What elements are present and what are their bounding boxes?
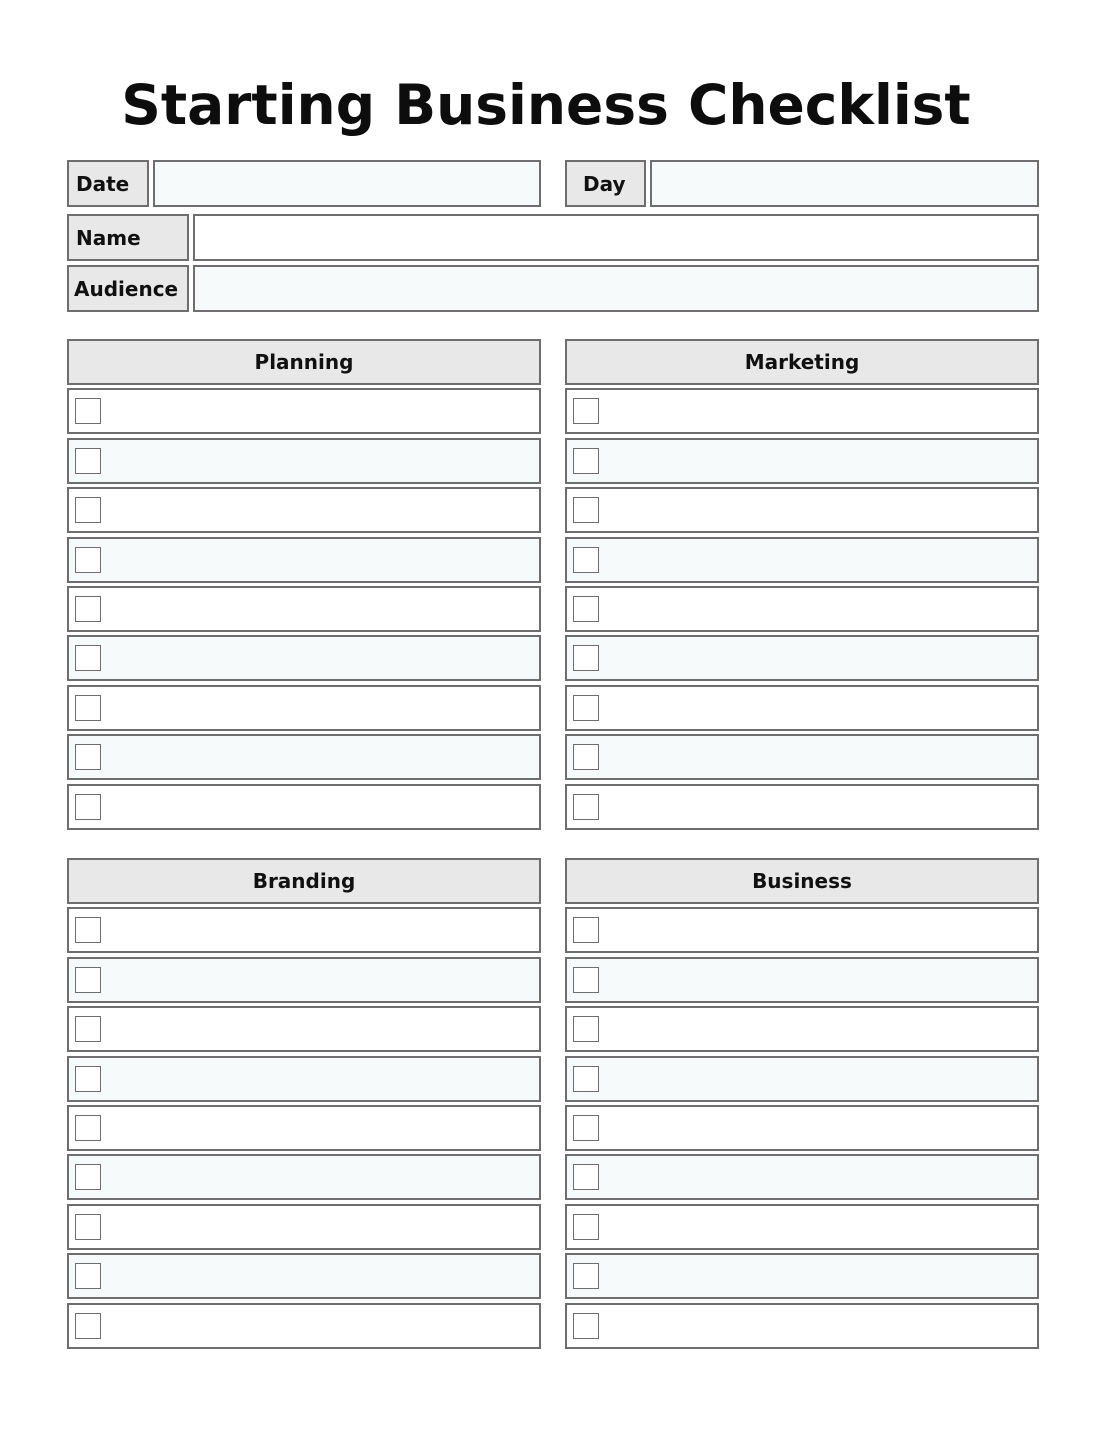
- checkbox[interactable]: [573, 794, 599, 820]
- checklist-row: [67, 907, 541, 953]
- date-field[interactable]: [153, 160, 541, 207]
- checkbox[interactable]: [573, 1066, 599, 1092]
- checkbox[interactable]: [75, 1164, 101, 1190]
- page-title: Starting Business Checklist: [121, 73, 971, 137]
- checkbox[interactable]: [573, 917, 599, 943]
- checklist-item-input[interactable]: [607, 1210, 1029, 1244]
- checklist-row: [565, 1154, 1039, 1200]
- checklist-item-input[interactable]: [607, 963, 1029, 997]
- checklist-row: [565, 1105, 1039, 1151]
- checkbox[interactable]: [573, 695, 599, 721]
- audience-input[interactable]: [195, 267, 1037, 310]
- checklist-row: [565, 537, 1039, 583]
- checkbox[interactable]: [573, 547, 599, 573]
- checkbox[interactable]: [75, 1313, 101, 1339]
- checklist-item-input[interactable]: [607, 493, 1029, 527]
- checklist-item-input[interactable]: [109, 641, 531, 675]
- date-input[interactable]: [155, 162, 539, 205]
- checklist-item-input[interactable]: [607, 641, 1029, 675]
- checkbox[interactable]: [573, 1214, 599, 1240]
- section-business: [565, 858, 1039, 1349]
- checklist-row: [565, 1204, 1039, 1250]
- checkbox[interactable]: [75, 497, 101, 523]
- day-label: Day: [565, 160, 646, 207]
- name-label: Name: [67, 214, 189, 261]
- checklist-row: [565, 487, 1039, 533]
- checklist-item-input[interactable]: [109, 493, 531, 527]
- checklist-item-input[interactable]: [607, 913, 1029, 947]
- checkbox[interactable]: [75, 917, 101, 943]
- checkbox[interactable]: [573, 1313, 599, 1339]
- checklist-item-input[interactable]: [607, 1062, 1029, 1096]
- checklist-item-input[interactable]: [607, 1160, 1029, 1194]
- checkbox[interactable]: [573, 398, 599, 424]
- checklist-row: [565, 388, 1039, 434]
- checklist-row: [67, 1204, 541, 1250]
- checklist-row: [67, 1105, 541, 1151]
- checklist-item-input[interactable]: [109, 1062, 531, 1096]
- checklist-item-input[interactable]: [607, 691, 1029, 725]
- checklist-item-input[interactable]: [109, 394, 531, 428]
- checkbox[interactable]: [573, 497, 599, 523]
- checkbox[interactable]: [573, 1115, 599, 1141]
- checklist-row: [565, 586, 1039, 632]
- checklist-row: [67, 1303, 541, 1349]
- checkbox[interactable]: [573, 1016, 599, 1042]
- checklist-item-input[interactable]: [109, 740, 531, 774]
- checklist-item-input[interactable]: [109, 592, 531, 626]
- checklist-item-input[interactable]: [607, 394, 1029, 428]
- checklist-row: [565, 957, 1039, 1003]
- checkbox[interactable]: [573, 645, 599, 671]
- section-header: Branding: [67, 858, 541, 904]
- checkbox[interactable]: [573, 596, 599, 622]
- checkbox[interactable]: [75, 596, 101, 622]
- checkbox[interactable]: [75, 1016, 101, 1042]
- checkbox[interactable]: [573, 1263, 599, 1289]
- section-header: Business: [565, 858, 1039, 904]
- checklist-item-input[interactable]: [109, 691, 531, 725]
- checklist-row: [67, 734, 541, 780]
- checkbox[interactable]: [75, 547, 101, 573]
- checklist-item-input[interactable]: [607, 1309, 1029, 1343]
- checkbox[interactable]: [75, 794, 101, 820]
- checklist-row: [67, 1006, 541, 1052]
- checkbox[interactable]: [75, 1066, 101, 1092]
- name-field[interactable]: [193, 214, 1039, 261]
- checklist-row: [565, 1303, 1039, 1349]
- checkbox[interactable]: [75, 695, 101, 721]
- checklist-item-input[interactable]: [607, 740, 1029, 774]
- checklist-item-input[interactable]: [109, 963, 531, 997]
- checkbox[interactable]: [75, 1214, 101, 1240]
- checklist-item-input[interactable]: [607, 790, 1029, 824]
- day-input[interactable]: [652, 162, 1037, 205]
- checkbox[interactable]: [75, 1263, 101, 1289]
- checklist-row: [565, 1006, 1039, 1052]
- checklist-row: [565, 635, 1039, 681]
- checklist-item-input[interactable]: [109, 543, 531, 577]
- checkbox[interactable]: [75, 645, 101, 671]
- checklist-item-input[interactable]: [109, 1012, 531, 1046]
- checklist-item-input[interactable]: [607, 1111, 1029, 1145]
- checklist-row: [67, 784, 541, 830]
- checklist-row: [67, 438, 541, 484]
- checklist-row: [67, 586, 541, 632]
- date-label: Date: [67, 160, 149, 207]
- checklist-row: [565, 1253, 1039, 1299]
- checklist-row: [67, 1154, 541, 1200]
- checkbox[interactable]: [573, 967, 599, 993]
- audience-label: Audience: [67, 265, 189, 312]
- checklist-row: [67, 957, 541, 1003]
- checkbox[interactable]: [573, 1164, 599, 1190]
- checklist-row: [565, 1056, 1039, 1102]
- checklist-item-input[interactable]: [109, 1160, 531, 1194]
- checkbox[interactable]: [573, 448, 599, 474]
- checklist-row: [67, 487, 541, 533]
- checklist-row: [565, 907, 1039, 953]
- checklist-item-input[interactable]: [109, 444, 531, 478]
- checklist-row: [67, 1253, 541, 1299]
- checklist-item-input[interactable]: [607, 592, 1029, 626]
- checkbox[interactable]: [75, 448, 101, 474]
- section-planning: [67, 339, 541, 830]
- section-header: Planning: [67, 339, 541, 385]
- checklist-item-input[interactable]: [109, 1210, 531, 1244]
- checklist-row: [67, 388, 541, 434]
- checklist-item-input[interactable]: [109, 913, 531, 947]
- checkbox[interactable]: [75, 398, 101, 424]
- checkbox[interactable]: [75, 1115, 101, 1141]
- day-field[interactable]: [650, 160, 1039, 207]
- checklist-item-input[interactable]: [109, 1111, 531, 1145]
- checkbox[interactable]: [75, 744, 101, 770]
- checklist-item-input[interactable]: [109, 790, 531, 824]
- checklist-item-input[interactable]: [607, 1259, 1029, 1293]
- checklist-item-input[interactable]: [607, 444, 1029, 478]
- section-header: Marketing: [565, 339, 1039, 385]
- section-marketing: [565, 339, 1039, 830]
- checkbox[interactable]: [573, 744, 599, 770]
- checklist-row: [67, 537, 541, 583]
- name-input[interactable]: [195, 216, 1037, 259]
- checklist-row: [565, 685, 1039, 731]
- checklist-row: [565, 784, 1039, 830]
- checklist-row: [67, 685, 541, 731]
- checklist-row: [565, 438, 1039, 484]
- checklist-row: [565, 734, 1039, 780]
- checklist-item-input[interactable]: [607, 1012, 1029, 1046]
- checklist-item-input[interactable]: [109, 1259, 531, 1293]
- audience-field[interactable]: [193, 265, 1039, 312]
- checklist-item-input[interactable]: [109, 1309, 531, 1343]
- checklist-item-input[interactable]: [607, 543, 1029, 577]
- checkbox[interactable]: [75, 967, 101, 993]
- checklist-row: [67, 1056, 541, 1102]
- checklist-row: [67, 635, 541, 681]
- section-branding: [67, 858, 541, 1349]
